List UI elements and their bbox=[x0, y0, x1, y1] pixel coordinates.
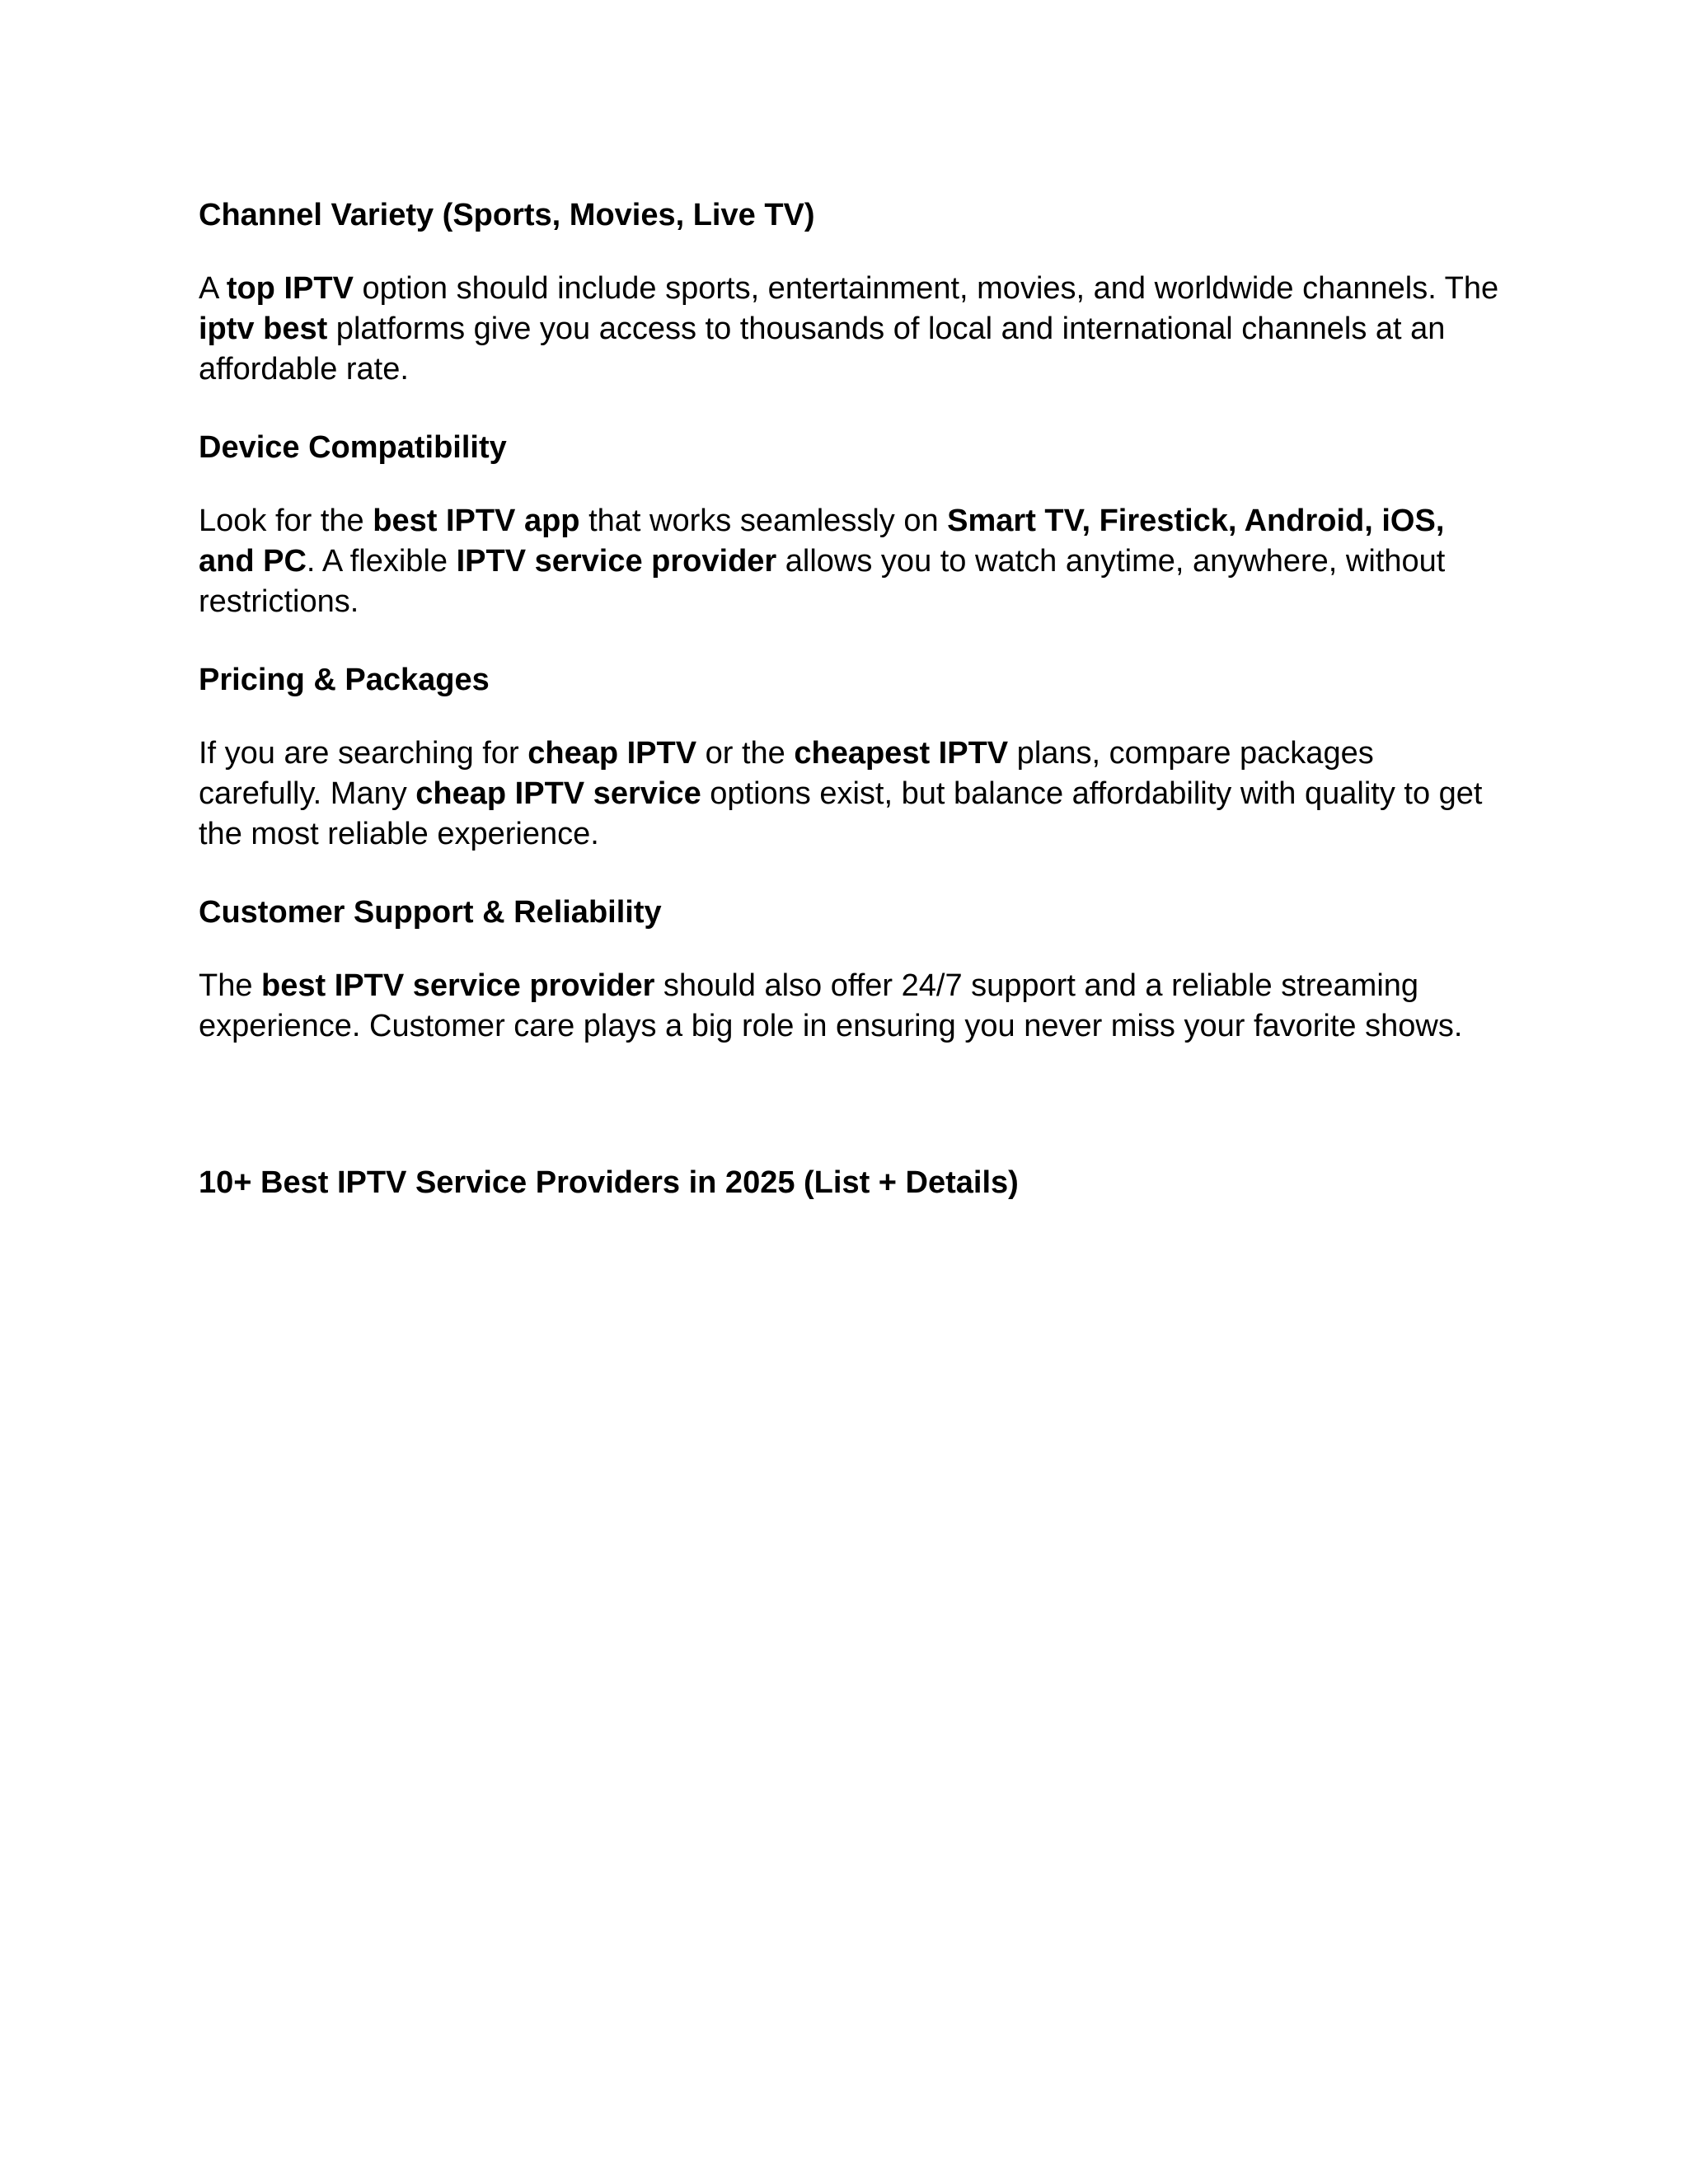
text-run: The bbox=[199, 968, 262, 1003]
bold-keyword: cheap IPTV bbox=[528, 736, 697, 771]
text-run: Look for the bbox=[199, 504, 373, 538]
bold-keyword: cheapest IPTV bbox=[794, 736, 1009, 771]
providers-list-heading: 10+ Best IPTV Service Providers in 2025 (List + Details) bbox=[199, 1165, 1019, 1200]
section-paragraph-channel-variety bbox=[199, 269, 1501, 390]
text-run: . A flexible bbox=[306, 544, 457, 579]
text-run: that works seamlessly on bbox=[579, 504, 948, 538]
bold-keyword: best IPTV service provider bbox=[261, 968, 655, 1003]
text-run: option should include sports, entertainment, movies, and worldwide channels. The bbox=[353, 271, 1499, 306]
section-heading-channel-variety: Channel Variety (Sports, Movies, Live TV) bbox=[199, 198, 815, 232]
text-run: or the bbox=[696, 736, 795, 771]
section-paragraph-customer-support bbox=[199, 966, 1501, 1047]
section-heading-pricing-packages: Pricing & Packages bbox=[199, 663, 490, 697]
bold-keyword: Smart TV, Firestick, Android, iOS, and PC bbox=[199, 504, 1445, 579]
bold-keyword: top IPTV bbox=[226, 271, 354, 306]
document-body bbox=[199, 194, 1501, 1203]
section-heading-customer-support: Customer Support & Reliability bbox=[199, 895, 662, 930]
text-run: options exist, but balance affordability with quality to get the most reliable experience. bbox=[199, 776, 1483, 851]
text-run: allows you to watch anytime, anywhere, without restrictions. bbox=[199, 544, 1446, 619]
text-run: plans, compare packages carefully. Many bbox=[199, 736, 1374, 811]
section-heading-device-compatibility: Device Compatibility bbox=[199, 430, 507, 465]
bold-keyword: iptv best bbox=[199, 312, 328, 346]
section-paragraph-device-compatibility bbox=[199, 501, 1501, 622]
section-paragraph-pricing-packages bbox=[199, 733, 1501, 855]
bold-keyword: cheap IPTV service bbox=[415, 776, 701, 811]
bold-keyword: best IPTV app bbox=[373, 504, 580, 538]
bold-keyword: IPTV service provider bbox=[456, 544, 777, 579]
text-run: platforms give you access to thousands of local and international channels at an affordable rate. bbox=[199, 312, 1446, 387]
text-run: If you are searching for bbox=[199, 736, 528, 771]
text-run: should also offer 24/7 support and a reliable streaming experience. Customer care plays a big role in ensuring you never miss your favorite shows. bbox=[199, 968, 1463, 1043]
text-run: A bbox=[199, 271, 227, 306]
